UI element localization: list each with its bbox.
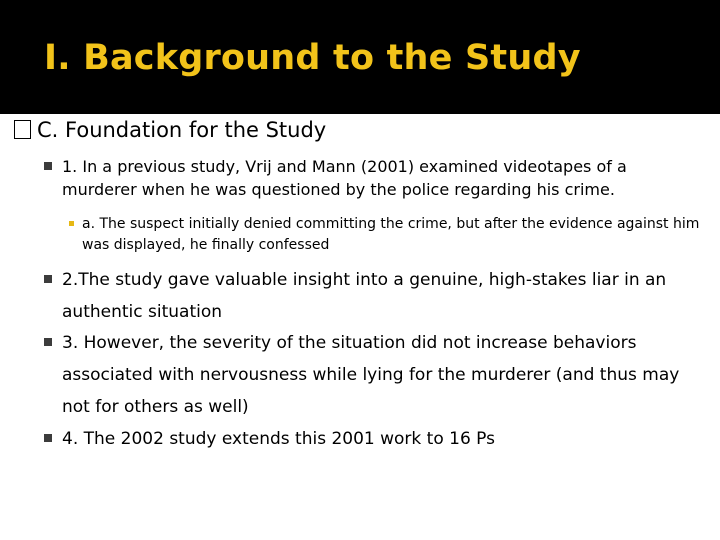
small-square-bullet-icon: [69, 221, 74, 226]
bullet-item-2: 2.The study gave valuable insight into a genuine, high-stakes liar in an authentic situation: [62, 270, 667, 322]
empty-box-icon: [14, 120, 31, 139]
square-bullet-icon: [44, 162, 52, 170]
slide-title: I. Background to the Study: [44, 38, 581, 78]
bullet-item-3: 3. However, the severity of the situation did not increase behaviors associated with nervousness while lying for the murderer (and thus may not for others as well): [62, 333, 680, 417]
bullet-item-1: 1. In a previous study, Vrij and Mann (2001) examined videotapes of a murderer when he was questioned by the police regarding his crime.: [62, 157, 627, 199]
section-heading-text: C. Foundation for the Study: [37, 118, 327, 142]
square-bullet-icon: [44, 275, 52, 283]
square-bullet-icon: [44, 434, 52, 442]
square-bullet-icon: [44, 338, 52, 346]
sub-bullet-item-a: a. The suspect initially denied committing the crime, but after the evidence against him was displayed, he finally confessed: [82, 216, 700, 253]
bullet-item-4: 4. The 2002 study extends this 2001 work to 16 Ps: [62, 429, 495, 449]
title-bar: [0, 0, 720, 114]
section-heading: [14, 118, 326, 142]
